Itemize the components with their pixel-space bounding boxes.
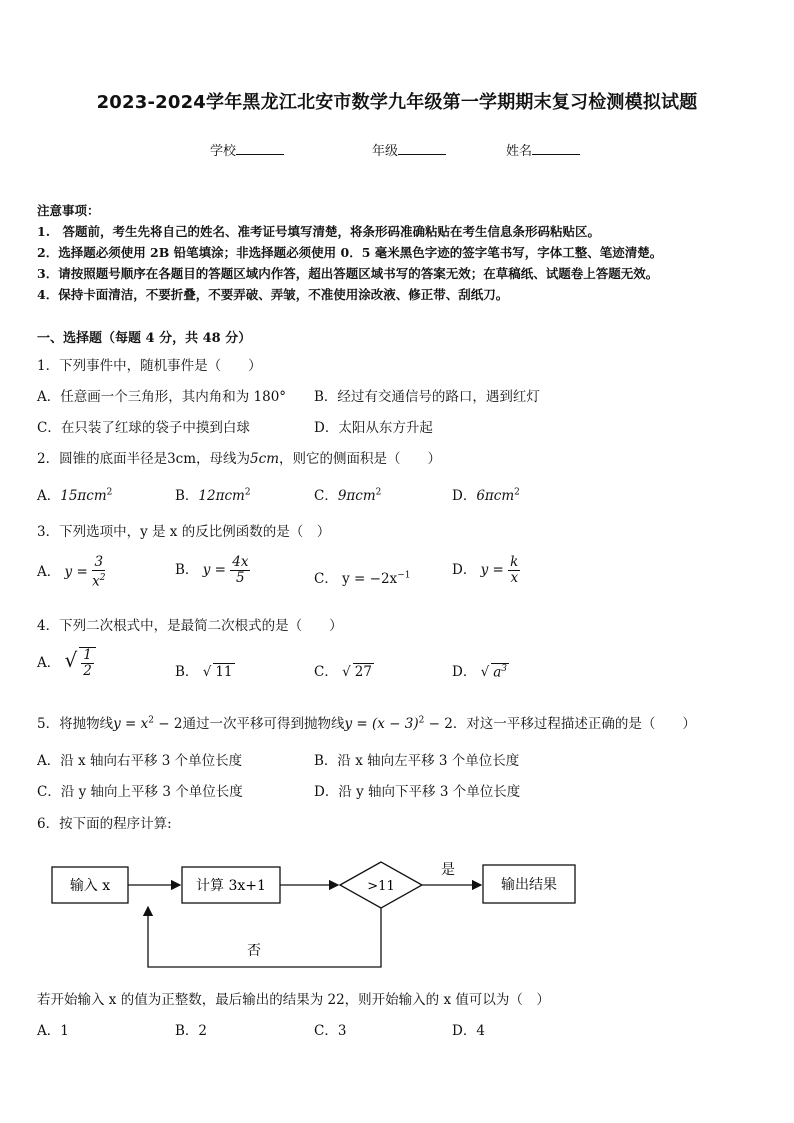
- q6-option-c[interactable]: C．3: [314, 1023, 347, 1039]
- numerator: 3: [94, 554, 104, 570]
- radicand: [491, 663, 509, 681]
- option-expression: y = −2x: [342, 571, 398, 587]
- superscript: 2: [99, 573, 106, 583]
- superscript: 2: [418, 715, 425, 726]
- option-value: 9πcm: [337, 488, 376, 504]
- q5-expr1: y = x: [113, 716, 149, 732]
- q5-expr1-tail: − 2: [153, 716, 183, 732]
- superscript: 2: [244, 487, 251, 498]
- page-title: 2023-2024学年黑龙江北安市数学九年级第一学期期末复习检测模拟试题: [96, 92, 698, 113]
- section-heading: 一、选择题（每题 4 分，共 48 分）: [37, 331, 252, 346]
- name-blank[interactable]: [532, 142, 580, 155]
- notice-item: 1. 答题前，考生先将自己的姓名、准考证号填写清楚，将条形码准确粘贴在考生信息条形码粘贴区。: [37, 224, 601, 239]
- option-value: 12πcm: [198, 488, 245, 504]
- option-letter: D．: [452, 562, 477, 578]
- superscript: 2: [514, 487, 520, 498]
- option-letter: A．: [37, 655, 61, 671]
- radicand: [79, 647, 96, 679]
- superscript: −1: [397, 570, 411, 581]
- option-lhs: y =: [202, 562, 226, 578]
- q1-option-c[interactable]: C．在只装了红球的袋子中摸到白球: [37, 420, 250, 436]
- q5-expr2-tail: − 2: [424, 716, 453, 732]
- fraction: [508, 555, 520, 586]
- q6-option-b[interactable]: B．2: [175, 1023, 208, 1039]
- option-letter: B．: [175, 488, 199, 504]
- flow-calc-label: 计算 3x+1: [196, 878, 266, 894]
- notice-item: 2．选择题必须使用 2B 铅笔填涂；非选择题必须使用 0．5 毫米黑色字迹的签字笔书写，字体工整、笔迹清楚。: [37, 245, 663, 260]
- option-letter: C．: [314, 571, 338, 587]
- q5-option-b[interactable]: B．沿 x 轴向左平移 3 个单位长度: [314, 753, 520, 769]
- school-field: [210, 140, 284, 159]
- q3-option-a[interactable]: [37, 555, 105, 590]
- grade-label: 年级: [372, 144, 399, 159]
- q1-option-a[interactable]: A．任意画一个三角形，其内角和为 180°: [37, 389, 287, 405]
- q5-option-a[interactable]: A．沿 x 轴向右平移 3 个单位长度: [37, 753, 243, 769]
- q4-option-b[interactable]: [175, 660, 235, 680]
- radical-sign: √: [202, 664, 212, 680]
- notice-item: 4．保持卡面清洁，不要折叠，不要弄破、弄皱，不准使用涂改液、修正带、刮纸刀。: [37, 287, 509, 302]
- q2-option-a[interactable]: [37, 484, 112, 504]
- question-2-stem: [37, 447, 441, 467]
- option-value: 15πcm: [60, 488, 107, 504]
- notice-block: [37, 200, 662, 305]
- denominator-base: x: [92, 573, 100, 590]
- fraction: [81, 648, 94, 679]
- radicand: 27: [354, 664, 372, 680]
- q5-stem-b: 通过一次平移可得到抛物线: [182, 716, 345, 732]
- q4-option-a[interactable]: [37, 647, 96, 679]
- q2-stem-c: ，则它的侧面积是（ ）: [279, 451, 441, 467]
- school-blank[interactable]: [236, 142, 284, 155]
- numerator: k: [510, 554, 519, 570]
- q6-option-a[interactable]: A．1: [37, 1023, 69, 1039]
- superscript: 3: [501, 663, 508, 674]
- q4-option-c[interactable]: [314, 660, 374, 680]
- option-letter: B．: [175, 664, 199, 680]
- option-letter: A．: [37, 563, 61, 580]
- q4-option-d[interactable]: [452, 660, 509, 680]
- denominator: 5: [236, 570, 245, 586]
- name-label: 姓名: [506, 144, 533, 159]
- option-letter: D．: [452, 664, 477, 680]
- q3-option-c[interactable]: [314, 567, 410, 587]
- question-5-stem: [37, 712, 696, 732]
- flow-loop-arrow: [148, 907, 381, 967]
- option-value: 6πcm: [476, 488, 515, 504]
- q2-option-d[interactable]: [452, 484, 520, 504]
- q2-stem-b: 5cm: [250, 451, 279, 467]
- q5-stem-c: ．对这一平移过程描述正确的是（ ）: [452, 716, 696, 732]
- question-4-stem: 4．下列二次根式中，是最简二次根式的是（ ）: [37, 618, 343, 634]
- flow-yes-label: 是: [441, 862, 455, 878]
- flow-condition-label: >11: [367, 879, 395, 894]
- numerator: 1: [83, 647, 92, 663]
- notice-head: 注意事项：: [37, 203, 100, 218]
- q3-option-d[interactable]: [452, 555, 520, 586]
- notice-item: 3．请按照题号顺序在各题目的答题区域内作答，超出答题区域书写的答案无效；在草稿纸、试题卷上答题无效。: [37, 266, 659, 281]
- q2-option-b[interactable]: [175, 484, 251, 504]
- fraction: [230, 555, 250, 586]
- name-field: [506, 140, 580, 159]
- q3-option-b[interactable]: [175, 555, 250, 586]
- radicand-base: a: [493, 664, 502, 680]
- fraction: [92, 555, 105, 590]
- denominator: 2: [83, 663, 92, 679]
- denominator: x: [510, 570, 519, 586]
- option-letter: A．: [37, 488, 61, 504]
- flow-input-label: 输入 x: [69, 878, 111, 894]
- q1-option-b[interactable]: B．经过有交通信号的路口，遇到红灯: [314, 389, 540, 405]
- option-lhs: y =: [480, 562, 504, 578]
- q5-stem-a: 5．将抛物线: [37, 716, 114, 732]
- school-label: 学校: [210, 144, 237, 159]
- q1-option-d[interactable]: D．太阳从东方升起: [314, 420, 433, 436]
- option-lhs: y =: [64, 563, 88, 580]
- grade-blank[interactable]: [398, 142, 446, 155]
- question-3-stem: 3．下列选项中，y 是 x 的反比例函数的是（ ）: [37, 524, 331, 540]
- question-1-stem: 1．下列事件中，随机事件是（ ）: [37, 358, 262, 374]
- radicand: 11: [215, 664, 233, 680]
- q5-expr2: y = (x − 3): [344, 716, 419, 732]
- q2-option-c[interactable]: [314, 484, 381, 504]
- q6-option-d[interactable]: D．4: [452, 1023, 485, 1039]
- flow-output-label: 输出结果: [501, 877, 557, 893]
- q5-option-d[interactable]: D．沿 y 轴向下平移 3 个单位长度: [314, 784, 521, 800]
- superscript: 2: [375, 487, 382, 498]
- option-letter: D．: [452, 488, 477, 504]
- question-6-followup: 若开始输入 x 的值为正整数，最后输出的结果为 22，则开始输入的 x 值可以为（ ）: [37, 992, 550, 1008]
- q5-option-c[interactable]: C．沿 y 轴向上平移 3 个单位长度: [37, 784, 243, 800]
- radical-sign: √: [480, 664, 490, 680]
- superscript: 2: [106, 487, 113, 498]
- numerator: 4x: [232, 554, 249, 570]
- grade-field: [372, 140, 446, 159]
- question-6-stem: 6．按下面的程序计算:: [37, 816, 172, 832]
- superscript: 2: [148, 715, 154, 726]
- option-letter: C．: [314, 488, 338, 504]
- flow-no-label: 否: [247, 943, 261, 959]
- option-letter: C．: [314, 664, 338, 680]
- q2-stem-a: 2．圆锥的底面半径是3cm，母线为: [37, 451, 251, 467]
- radical-sign: √: [342, 664, 351, 680]
- radical-sign: √: [64, 648, 78, 672]
- denominator: [92, 571, 105, 590]
- option-letter: B．: [175, 562, 199, 578]
- flowchart: [40, 850, 600, 976]
